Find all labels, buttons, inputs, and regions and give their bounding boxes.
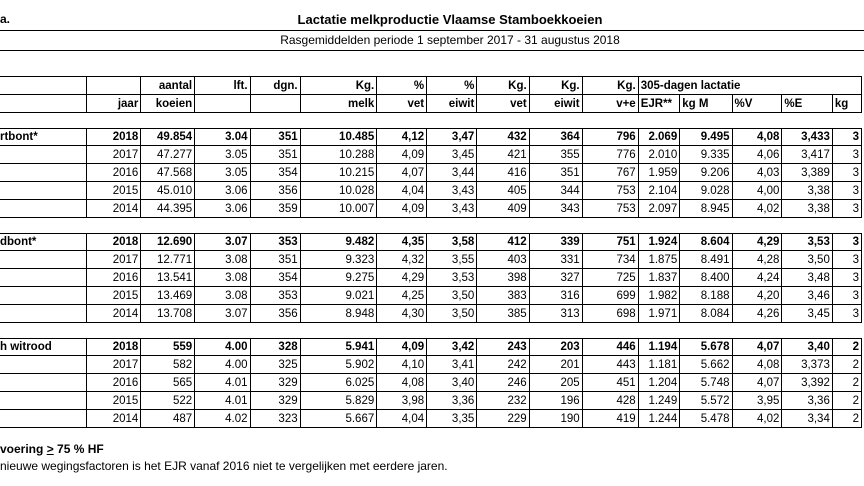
table-cell: 3 <box>832 286 861 304</box>
table-cell: 4,09 <box>377 199 427 217</box>
header-cell: kg M <box>680 94 732 112</box>
table-cell <box>0 391 86 409</box>
table-cell: 5.829 <box>300 391 377 409</box>
header-cell: %E <box>782 94 832 112</box>
table-cell: 351 <box>250 251 300 269</box>
table-cell: 432 <box>477 128 529 146</box>
table-cell: 8.084 <box>680 304 732 322</box>
table-cell: 734 <box>582 251 638 269</box>
header-cell: 305-dagen lactatie <box>638 77 861 95</box>
table-cell: 2014 <box>86 304 141 322</box>
table-cell: 313 <box>529 304 582 322</box>
table-cell <box>0 356 86 374</box>
table-cell: 2 <box>832 374 861 392</box>
header-cell: lft. <box>195 77 250 95</box>
table-cell: 3,95 <box>732 391 782 409</box>
table-cell: 323 <box>250 409 300 427</box>
table-cell: 8.945 <box>680 199 732 217</box>
header-row-1 <box>0 77 862 95</box>
table-cell: 3.05 <box>195 146 250 164</box>
table-cell: 451 <box>582 374 638 392</box>
table-cell: 3,98 <box>377 391 427 409</box>
table-cell: 3 <box>832 128 861 146</box>
table-cell: 725 <box>582 269 638 287</box>
table-cell: 45.010 <box>141 181 195 199</box>
table-cell: 4.01 <box>195 374 250 392</box>
table-cell: 5.941 <box>300 338 377 356</box>
table-cell: 3,58 <box>427 233 477 251</box>
table-row <box>0 181 862 199</box>
table-cell: 2017 <box>86 251 141 269</box>
table-cell: 421 <box>477 146 529 164</box>
table-cell: 2 <box>832 409 861 427</box>
header-cell: Kg. <box>529 77 582 95</box>
header-cell <box>195 94 250 112</box>
table-cell: 339 <box>529 233 582 251</box>
table-cell: 2.104 <box>638 181 680 199</box>
table-cell: 3.06 <box>195 199 250 217</box>
table-row <box>0 409 862 427</box>
table-cell: 355 <box>529 146 582 164</box>
table-cell: 3 <box>832 181 861 199</box>
header-cell: vet <box>477 94 529 112</box>
table-cell: 3,373 <box>782 356 832 374</box>
table-cell: 351 <box>250 146 300 164</box>
table-cell: 4,04 <box>377 181 427 199</box>
table-cell <box>0 146 86 164</box>
header-cell <box>86 77 141 95</box>
table-cell: 1.249 <box>638 391 680 409</box>
table-cell: 8.491 <box>680 251 732 269</box>
table-cell: 2015 <box>86 286 141 304</box>
table-cell: 4.02 <box>195 409 250 427</box>
header-left-label: a. <box>0 12 11 26</box>
table-cell: 3,38 <box>782 181 832 199</box>
table-cell: 403 <box>477 251 529 269</box>
header-cell: dgn. <box>250 77 300 95</box>
table-cell: 522 <box>141 391 195 409</box>
table-cell: 359 <box>250 199 300 217</box>
table-cell: 9.021 <box>300 286 377 304</box>
table-row <box>0 286 862 304</box>
header-cell: koeien <box>141 94 195 112</box>
header-row-2 <box>0 94 862 112</box>
table-cell: 4,09 <box>377 146 427 164</box>
table-cell: 5.572 <box>680 391 732 409</box>
table-cell: 4,04 <box>377 409 427 427</box>
spacer-row <box>0 322 862 338</box>
table-cell: 405 <box>477 181 529 199</box>
table-cell: 4,02 <box>732 409 782 427</box>
header-cell: melk <box>300 94 377 112</box>
table-cell: 205 <box>529 374 582 392</box>
table-cell: 4,09 <box>377 338 427 356</box>
table-cell: 3.07 <box>195 304 250 322</box>
header-cell: Kg. <box>477 77 529 95</box>
header-cell: Kg. <box>300 77 377 95</box>
table-cell: 4,10 <box>377 356 427 374</box>
table-cell: 203 <box>529 338 582 356</box>
table-cell: 698 <box>582 304 638 322</box>
table-cell: 10.288 <box>300 146 377 164</box>
table-cell: 3,40 <box>782 338 832 356</box>
table-cell: 3,48 <box>782 269 832 287</box>
table-cell: 1.181 <box>638 356 680 374</box>
table-cell <box>0 304 86 322</box>
table-cell: 190 <box>529 409 582 427</box>
table-cell: 2016 <box>86 164 141 182</box>
table-cell: 753 <box>582 199 638 217</box>
table-cell: 49.854 <box>141 128 195 146</box>
header-cell: Kg. <box>582 77 638 95</box>
breed-name: h witrood <box>0 338 86 356</box>
page-subtitle: Rasgemiddelden periode 1 september 2017 - 31 augustus 2018 <box>280 33 620 47</box>
table-cell: 3,44 <box>427 164 477 182</box>
table-row <box>0 269 862 287</box>
table-cell: 419 <box>582 409 638 427</box>
table-cell: 409 <box>477 199 529 217</box>
table-cell: 3.07 <box>195 233 250 251</box>
table-row <box>0 128 862 146</box>
header-cell <box>250 94 300 112</box>
table-cell: 328 <box>250 338 300 356</box>
table-cell: 8.400 <box>680 269 732 287</box>
page-title: Lactatie melkproductie Vlaamse Stamboekkoeien <box>297 12 603 27</box>
table-cell: 3 <box>832 199 861 217</box>
table-cell: 4,30 <box>377 304 427 322</box>
table-cell: 4,06 <box>732 146 782 164</box>
header-cell: vet <box>377 94 427 112</box>
table-cell: 753 <box>582 181 638 199</box>
subtitle-divider <box>0 50 864 51</box>
table-cell: 351 <box>529 164 582 182</box>
table-cell: 4,02 <box>732 199 782 217</box>
header-cell <box>0 77 86 95</box>
table-cell: 4.01 <box>195 391 250 409</box>
table-cell: 13.469 <box>141 286 195 304</box>
table-cell: 582 <box>141 356 195 374</box>
table-cell: 5.667 <box>300 409 377 427</box>
table-cell: 3,45 <box>427 146 477 164</box>
table-cell: 3,43 <box>427 181 477 199</box>
table-cell: 316 <box>529 286 582 304</box>
table-cell: 343 <box>529 199 582 217</box>
table-cell: 4,03 <box>732 164 782 182</box>
table-cell: 3.04 <box>195 128 250 146</box>
table-cell: 2018 <box>86 128 141 146</box>
breed-name: dbont* <box>0 233 86 251</box>
table-cell: 796 <box>582 128 638 146</box>
table-cell: 3,34 <box>782 409 832 427</box>
table-cell: 2014 <box>86 199 141 217</box>
table-row <box>0 356 862 374</box>
table-cell: 4.00 <box>195 356 250 374</box>
table-cell: 767 <box>582 164 638 182</box>
table-row <box>0 374 862 392</box>
header-cell: % <box>377 77 427 95</box>
table-cell: 4.00 <box>195 338 250 356</box>
table-cell: 329 <box>250 374 300 392</box>
table-cell: 3.06 <box>195 181 250 199</box>
table-cell: 9.495 <box>680 128 732 146</box>
table-cell: 3,50 <box>427 304 477 322</box>
table-cell: 10.007 <box>300 199 377 217</box>
table-cell: 4,26 <box>732 304 782 322</box>
table-cell: 559 <box>141 338 195 356</box>
footnote-1: voering > 75 % HF <box>0 442 104 456</box>
table-cell <box>0 251 86 269</box>
table-cell: 3,53 <box>427 269 477 287</box>
table-cell: 4,32 <box>377 251 427 269</box>
table-row <box>0 199 862 217</box>
table-cell: 232 <box>477 391 529 409</box>
table-cell: 353 <box>250 286 300 304</box>
table-row <box>0 251 862 269</box>
table-cell: 1.194 <box>638 338 680 356</box>
table-cell: 4,29 <box>732 233 782 251</box>
table-cell: 3,36 <box>782 391 832 409</box>
table-cell: 3,41 <box>427 356 477 374</box>
table-cell: 13.541 <box>141 269 195 287</box>
table-cell: 3 <box>832 251 861 269</box>
header-cell <box>0 94 86 112</box>
table-cell: 2.069 <box>638 128 680 146</box>
table-cell: 196 <box>529 391 582 409</box>
table-cell: 1.982 <box>638 286 680 304</box>
table-cell: 4,08 <box>377 374 427 392</box>
header-cell: aantal <box>141 77 195 95</box>
table-cell: 3 <box>832 164 861 182</box>
table-cell: 3,45 <box>782 304 832 322</box>
table-cell: 4,28 <box>732 251 782 269</box>
table-cell: 47.277 <box>141 146 195 164</box>
table-cell: 5.678 <box>680 338 732 356</box>
table-cell <box>0 199 86 217</box>
table-cell: 3,35 <box>427 409 477 427</box>
table-cell: 9.335 <box>680 146 732 164</box>
table-cell: 47.568 <box>141 164 195 182</box>
table-cell: 5.902 <box>300 356 377 374</box>
table-cell <box>0 269 86 287</box>
table-cell: 699 <box>582 286 638 304</box>
table-cell: 246 <box>477 374 529 392</box>
table-cell: 1.971 <box>638 304 680 322</box>
table-cell: 2014 <box>86 409 141 427</box>
lactation-table <box>0 76 862 428</box>
header-cell: kg <box>832 94 861 112</box>
table-cell: 487 <box>141 409 195 427</box>
table-cell: 325 <box>250 356 300 374</box>
table-cell: 398 <box>477 269 529 287</box>
header-cell: EJR** <box>638 94 680 112</box>
table-cell <box>0 286 86 304</box>
table-cell: 243 <box>477 338 529 356</box>
footnote-2: nieuwe wegingsfactoren is het EJR vanaf 2016 niet te vergelijken met eerdere jaren. <box>0 459 448 473</box>
table-cell: 229 <box>477 409 529 427</box>
table-cell: 12.690 <box>141 233 195 251</box>
table-cell: 6.025 <box>300 374 377 392</box>
table-cell: 4,25 <box>377 286 427 304</box>
table-cell: 2016 <box>86 269 141 287</box>
table-cell: 3,433 <box>782 128 832 146</box>
spacer-row <box>0 112 862 128</box>
table-row <box>0 146 862 164</box>
table-cell: 353 <box>250 233 300 251</box>
spacer-row <box>0 217 862 233</box>
table-cell: 2017 <box>86 146 141 164</box>
table-cell: 351 <box>250 128 300 146</box>
table-cell: 3.08 <box>195 269 250 287</box>
header-cell: jaar <box>86 94 141 112</box>
header-cell: % <box>427 77 477 95</box>
header-cell: eiwit <box>529 94 582 112</box>
table-cell: 10.028 <box>300 181 377 199</box>
table-cell: 3 <box>832 233 861 251</box>
table-cell: 9.323 <box>300 251 377 269</box>
table-cell: 2015 <box>86 181 141 199</box>
table-cell: 8.604 <box>680 233 732 251</box>
table-cell: 3,36 <box>427 391 477 409</box>
table-cell: 1.959 <box>638 164 680 182</box>
table-cell: 3,417 <box>782 146 832 164</box>
table-cell: 8.188 <box>680 286 732 304</box>
table-cell: 364 <box>529 128 582 146</box>
table-cell: 3,43 <box>427 199 477 217</box>
table-row <box>0 391 862 409</box>
table-cell: 4,35 <box>377 233 427 251</box>
table-cell: 4,20 <box>732 286 782 304</box>
table-cell: 3 <box>832 146 861 164</box>
table-cell: 3 <box>832 304 861 322</box>
table-cell: 354 <box>250 164 300 182</box>
table-cell: 4,08 <box>732 356 782 374</box>
table-cell: 3,47 <box>427 128 477 146</box>
table-row <box>0 338 862 356</box>
header-cell: v+e <box>582 94 638 112</box>
table-cell: 4,08 <box>732 128 782 146</box>
breed-name: rtbont* <box>0 128 86 146</box>
table-cell: 3,42 <box>427 338 477 356</box>
table-cell: 3,50 <box>427 286 477 304</box>
table-row <box>0 164 862 182</box>
table-cell: 1.204 <box>638 374 680 392</box>
table-cell: 2 <box>832 356 861 374</box>
table-cell: 1.837 <box>638 269 680 287</box>
header-cell: %V <box>732 94 782 112</box>
table-cell: 3 <box>832 269 861 287</box>
table-cell <box>0 409 86 427</box>
table-cell: 4,07 <box>732 374 782 392</box>
table-cell: 3,50 <box>782 251 832 269</box>
table-cell: 2.010 <box>638 146 680 164</box>
table-cell: 1.875 <box>638 251 680 269</box>
table-cell: 1.244 <box>638 409 680 427</box>
table-cell: 329 <box>250 391 300 409</box>
table-cell: 2 <box>832 338 861 356</box>
table-cell: 2015 <box>86 391 141 409</box>
table-cell: 2.097 <box>638 199 680 217</box>
table-cell: 8.948 <box>300 304 377 322</box>
table-cell: 10.215 <box>300 164 377 182</box>
table-cell: 344 <box>529 181 582 199</box>
table-cell: 3,389 <box>782 164 832 182</box>
table-cell: 201 <box>529 356 582 374</box>
table-cell: 4,07 <box>732 338 782 356</box>
table-cell: 412 <box>477 233 529 251</box>
table-cell: 5.662 <box>680 356 732 374</box>
table-cell: 5.748 <box>680 374 732 392</box>
table-cell <box>0 164 86 182</box>
table-cell: 331 <box>529 251 582 269</box>
table-cell: 242 <box>477 356 529 374</box>
table-cell: 9.028 <box>680 181 732 199</box>
table-cell: 3,55 <box>427 251 477 269</box>
table-cell: 5.478 <box>680 409 732 427</box>
table-cell <box>0 374 86 392</box>
table-cell: 3,53 <box>782 233 832 251</box>
table-cell: 9.206 <box>680 164 732 182</box>
table-cell: 327 <box>529 269 582 287</box>
table-cell <box>0 181 86 199</box>
table-cell: 356 <box>250 181 300 199</box>
table-cell: 12.771 <box>141 251 195 269</box>
table-cell: 565 <box>141 374 195 392</box>
title-divider <box>0 30 864 31</box>
table-cell: 44.395 <box>141 199 195 217</box>
table-cell: 3,392 <box>782 374 832 392</box>
table-cell: 3,40 <box>427 374 477 392</box>
table-cell: 1.924 <box>638 233 680 251</box>
table-cell: 4,07 <box>377 164 427 182</box>
table-cell: 4,29 <box>377 269 427 287</box>
table-cell: 385 <box>477 304 529 322</box>
table-cell: 2017 <box>86 356 141 374</box>
table-cell: 13.708 <box>141 304 195 322</box>
table-cell: 416 <box>477 164 529 182</box>
table-cell: 3,46 <box>782 286 832 304</box>
table-cell: 2018 <box>86 338 141 356</box>
table-cell: 356 <box>250 304 300 322</box>
table-cell: 9.275 <box>300 269 377 287</box>
table-row <box>0 304 862 322</box>
table-cell: 428 <box>582 391 638 409</box>
table-cell: 3.08 <box>195 251 250 269</box>
table-cell: 446 <box>582 338 638 356</box>
table-cell: 3.08 <box>195 286 250 304</box>
table-cell: 354 <box>250 269 300 287</box>
table-cell: 2 <box>832 391 861 409</box>
table-cell: 776 <box>582 146 638 164</box>
table-cell: 751 <box>582 233 638 251</box>
table-cell: 2018 <box>86 233 141 251</box>
table-cell: 383 <box>477 286 529 304</box>
table-cell: 4,24 <box>732 269 782 287</box>
table-cell: 4,00 <box>732 181 782 199</box>
table-row <box>0 233 862 251</box>
table-cell: 2016 <box>86 374 141 392</box>
header-cell: eiwit <box>427 94 477 112</box>
table-cell: 3.05 <box>195 164 250 182</box>
table-cell: 3,38 <box>782 199 832 217</box>
table-cell: 9.482 <box>300 233 377 251</box>
table-cell: 443 <box>582 356 638 374</box>
table-cell: 10.485 <box>300 128 377 146</box>
table-cell: 4,12 <box>377 128 427 146</box>
